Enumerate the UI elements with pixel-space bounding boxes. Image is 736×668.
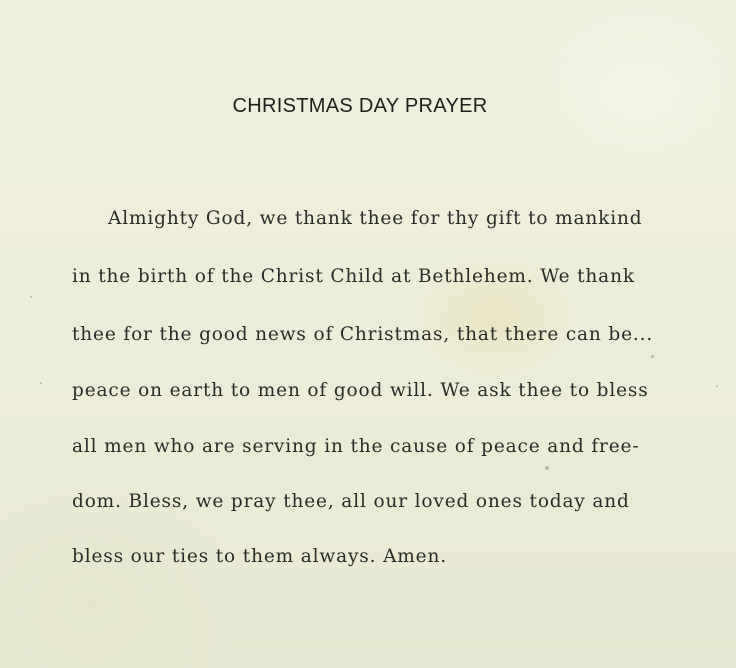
prayer-title: CHRISTMAS DAY PRAYER xyxy=(232,95,488,117)
prayer-line-4: peace on earth to men of good will. We ask thee to bless xyxy=(72,380,649,401)
paper-speck xyxy=(30,296,32,298)
prayer-line-3: thee for the good news of Christmas, that there can be... xyxy=(72,324,654,345)
prayer-line-2: in the birth of the Christ Child at Bethlehem. We thank xyxy=(72,266,635,287)
paper-speck xyxy=(716,385,718,387)
paper-speck xyxy=(545,466,549,470)
prayer-line-6: dom. Bless, we pray thee, all our loved ones today and xyxy=(72,491,630,512)
prayer-line-5: all men who are serving in the cause of peace and free- xyxy=(72,436,640,457)
prayer-line-7: bless our ties to them always. Amen. xyxy=(72,546,447,567)
paper-speck xyxy=(651,355,654,358)
prayer-line-1: Almighty God, we thank thee for thy gift to mankind xyxy=(108,208,643,229)
paper-speck xyxy=(40,382,42,384)
